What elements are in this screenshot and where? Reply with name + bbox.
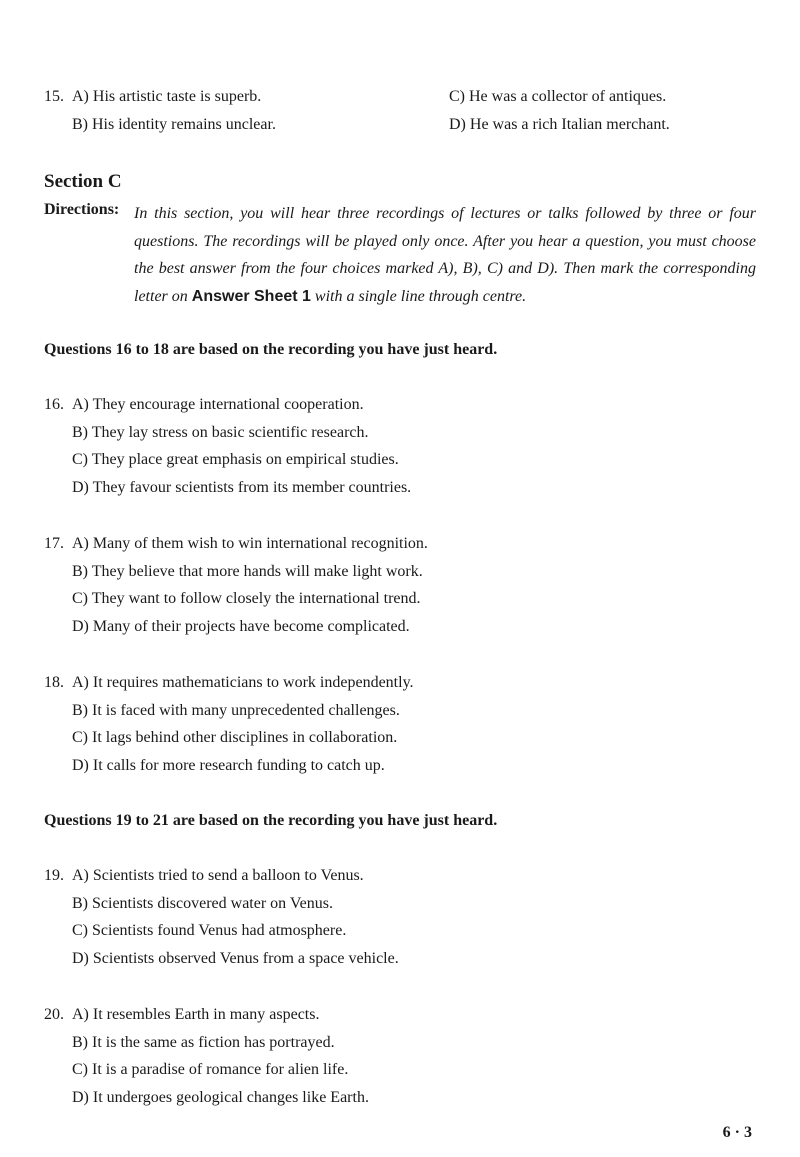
option-a: A) Many of them wish to win international recognition. bbox=[72, 535, 428, 552]
option-c: C) It is a paradise of romance for alien life. bbox=[72, 1061, 349, 1078]
option-d: D) He was a rich Italian merchant. bbox=[449, 116, 670, 133]
page-number: 6 · 3 bbox=[722, 1124, 752, 1141]
option-d: D) It undergoes geological changes like Earth. bbox=[72, 1089, 369, 1106]
option-b: B) It is the same as fiction has portrayed. bbox=[72, 1034, 335, 1051]
option-b: B) They lay stress on basic scientific research. bbox=[72, 424, 369, 441]
option-d: D) They favour scientists from its member countries. bbox=[72, 479, 412, 496]
option-a: A) It resembles Earth in many aspects. bbox=[72, 1006, 320, 1023]
option-c: C) It lags behind other disciplines in collaboration. bbox=[72, 729, 398, 746]
directions-label: Directions: bbox=[44, 201, 120, 218]
option-a: A) Scientists tried to send a balloon to Venus. bbox=[72, 867, 364, 884]
directions-text bbox=[134, 200, 756, 311]
question-number: 19. bbox=[44, 867, 64, 884]
option-b: B) They believe that more hands will make light work. bbox=[72, 563, 423, 580]
option-a: A) It requires mathematicians to work independently. bbox=[72, 674, 414, 691]
directions-text-part1: In this section, you will hear three recordings of lectures or talks followed by three or four questions. The recordings will be played only once. After you hear a question, you must choose the best answer from the four choices marked A), B), C) and D). Then mark the corresponding letter on bbox=[134, 205, 756, 306]
option-a: A) His artistic taste is superb. bbox=[72, 88, 262, 105]
option-a: A) They encourage international cooperation. bbox=[72, 396, 364, 413]
option-c: C) They place great emphasis on empirical studies. bbox=[72, 451, 399, 468]
section-title: Section C bbox=[44, 171, 122, 192]
option-b: B) His identity remains unclear. bbox=[72, 116, 276, 133]
question-number: 17. bbox=[44, 535, 64, 552]
option-c: C) They want to follow closely the international trend. bbox=[72, 590, 421, 607]
option-c: C) He was a collector of antiques. bbox=[449, 88, 667, 105]
option-c: C) Scientists found Venus had atmosphere. bbox=[72, 922, 347, 939]
option-d: D) It calls for more research funding to catch up. bbox=[72, 757, 385, 774]
group-heading-19-21: Questions 19 to 21 are based on the recording you have just heard. bbox=[44, 812, 498, 829]
group-heading-16-18: Questions 16 to 18 are based on the recording you have just heard. bbox=[44, 341, 498, 358]
option-d: D) Scientists observed Venus from a space vehicle. bbox=[72, 950, 399, 967]
option-b: B) It is faced with many unprecedented challenges. bbox=[72, 702, 400, 719]
answer-sheet-label: Answer Sheet 1 bbox=[191, 288, 311, 306]
directions-text-part2: with a single line through centre. bbox=[310, 288, 527, 306]
question-number: 18. bbox=[44, 674, 64, 691]
question-number: 15. bbox=[44, 88, 64, 105]
question-number: 16. bbox=[44, 396, 64, 413]
question-number: 20. bbox=[44, 1006, 64, 1023]
option-b: B) Scientists discovered water on Venus. bbox=[72, 895, 333, 912]
option-d: D) Many of their projects have become complicated. bbox=[72, 618, 410, 635]
